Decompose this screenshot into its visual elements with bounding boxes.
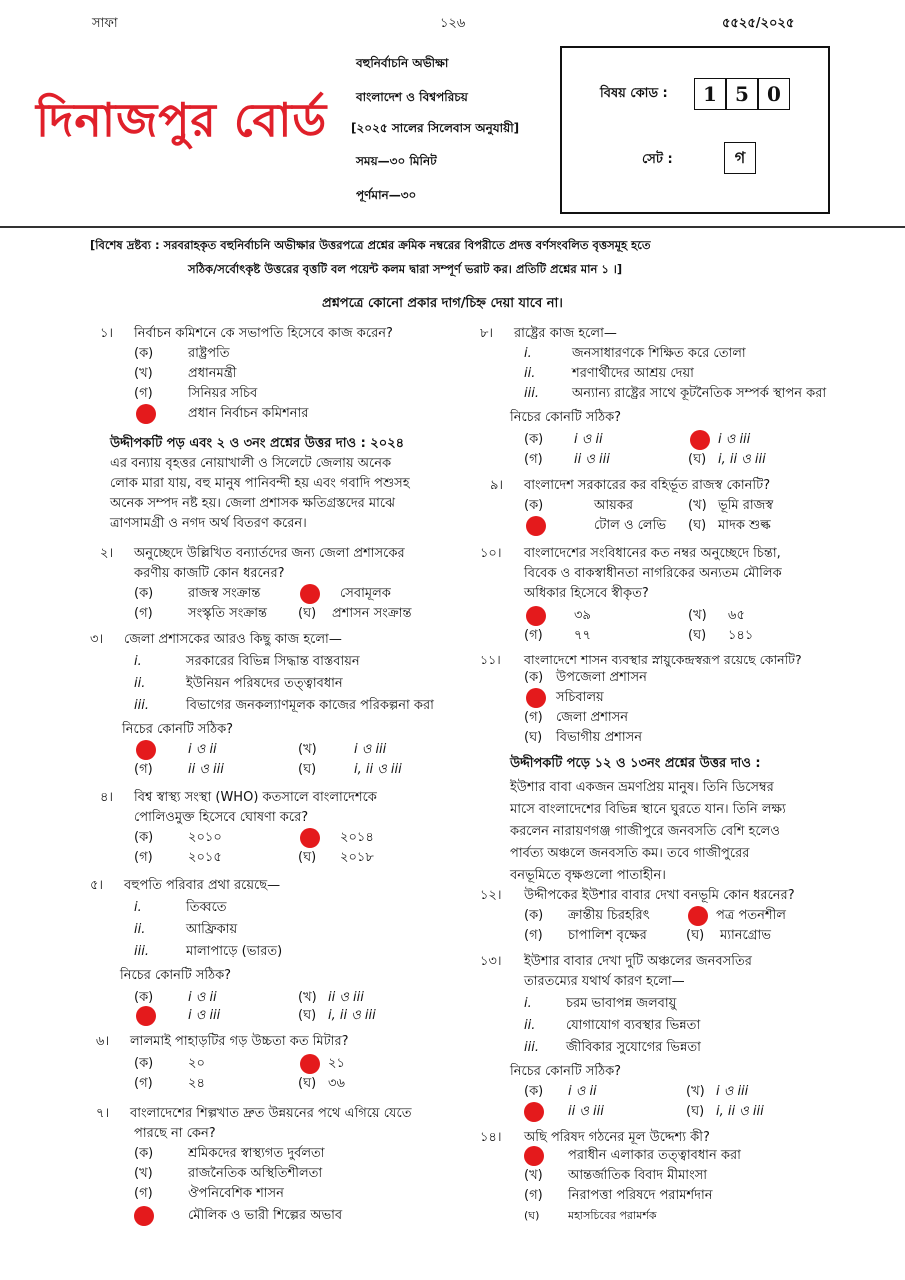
opt-label: (ক) (134, 586, 154, 601)
opt-text: i ও iii (354, 742, 387, 757)
option-8c[interactable] (524, 450, 610, 470)
option-12d[interactable] (686, 926, 771, 946)
opt-text: মাদক শুল্ক (718, 518, 771, 533)
stem-line: ইউশার বাবা একজন ভ্রমণপ্রিয় মানুষ। তিনি ডিসেম্বর (510, 780, 774, 795)
item-text: তিব্বতে (186, 900, 227, 915)
stem-line: মাসে বাংলাদেশের বিভিন্ন স্থানে ঘুরতে যান। তিনি লক্ষ্য (510, 802, 786, 817)
item-8-iii (524, 384, 826, 404)
question-6 (96, 1032, 349, 1052)
opt-label: (ঘ) (688, 452, 707, 467)
option-1c[interactable] (134, 384, 257, 404)
answer-bubble (300, 1054, 320, 1074)
opt-label: (ঘ) (298, 850, 317, 865)
opt-text: রাজনৈতিক অস্থিতিশীলতা (188, 1166, 323, 1181)
divider (0, 226, 905, 228)
item-text: যোগাযোগ ব্যবস্থার ভিন্নতা (566, 1018, 701, 1033)
opt-label: (ঘ) (686, 1104, 705, 1119)
option-4b[interactable] (340, 828, 374, 848)
exam-type: বহুনির্বাচনি অভীক্ষা (356, 56, 449, 70)
opt-label: (গ) (134, 850, 153, 865)
option-3c[interactable] (134, 760, 224, 780)
warning: প্রশ্নপত্রে কোনো প্রকার দাগ/চিহ্ন দেয়া যাবে না। (322, 296, 563, 311)
opt-text: সিনিয়র সচিব (188, 386, 258, 401)
answer-bubble (134, 1206, 154, 1226)
option-4a[interactable] (134, 828, 222, 848)
option-9c[interactable] (594, 516, 666, 536)
item-5-i (134, 898, 227, 918)
option-6a[interactable] (134, 1054, 205, 1074)
opt-text: i ও ii (574, 432, 603, 447)
option-7b[interactable] (134, 1164, 322, 1184)
answer-bubble (300, 828, 320, 848)
opt-text: ২০ (188, 1056, 205, 1071)
opt-text: ২০১০ (188, 830, 222, 845)
q-number: ৬। (96, 1034, 110, 1049)
option-8a[interactable] (524, 430, 603, 450)
item-text: জনসাধারণকে শিক্ষিত করে তোলা (572, 346, 746, 361)
question-8 (480, 324, 617, 344)
option-9a[interactable] (524, 496, 633, 516)
option-5a[interactable] (134, 988, 217, 1008)
item-8-ii (524, 364, 694, 384)
answer-bubble (136, 1006, 156, 1026)
q-text: অছি পরিষদ গঠনের মূল উদ্দেশ্য কী? (524, 1130, 710, 1145)
item-3-ii (134, 674, 343, 694)
opt-label: (ক) (134, 1056, 154, 1071)
opt-label: (ঘ) (524, 1209, 540, 1222)
opt-text: প্রশাসন সংক্রান্ত (332, 606, 412, 621)
option-11a[interactable] (524, 668, 647, 688)
opt-label: (ঘ) (298, 1076, 317, 1091)
item-label: ii. (134, 676, 146, 691)
option-1a[interactable] (134, 344, 230, 364)
opt-label: (গ) (524, 1188, 543, 1203)
q-number: ১০। (480, 546, 502, 561)
option-11b[interactable] (556, 688, 604, 708)
opt-text: ঔপনিবেশিক শাসন (188, 1186, 284, 1201)
opt-text: ১৪১ (728, 628, 754, 643)
question-7-cont: পারছে না কেন? (134, 1126, 216, 1141)
opt-label: (খ) (688, 608, 707, 623)
subject-name: বাংলাদেশ ও বিশ্বপরিচয় (356, 90, 468, 104)
option-14a[interactable] (568, 1146, 741, 1166)
item-text: জীবিকার সুযোগের ভিন্নতা (566, 1040, 701, 1055)
q-number: ১২। (480, 888, 502, 903)
opt-label: (খ) (524, 1168, 543, 1183)
q-number: ১৩। (480, 954, 502, 969)
opt-text: পত্র পতনশীল (716, 908, 786, 923)
stem-line: উদ্দীপকটি পড় এবং ২ ও ৩নং প্রশ্নের উত্তর দাও : ২০২৪ (110, 436, 405, 451)
item-3-iii (134, 696, 434, 716)
option-7a[interactable] (134, 1144, 325, 1164)
page-number: ১২৬ (440, 16, 466, 31)
option-7d[interactable] (188, 1206, 342, 1226)
opt-label: (ঘ) (688, 628, 707, 643)
q-text: বহুপতি পরিবার প্রথা রয়েছে— (124, 878, 281, 893)
code-digit: 1 (694, 78, 726, 110)
opt-text: i, ii ও iii (328, 1008, 376, 1023)
q-text: বাংলাদেশের সংবিধানের কত নম্বর অনুচ্ছেদে চিন্তা, (524, 546, 781, 561)
answer-bubble (524, 1146, 544, 1166)
answer-bubble (524, 1102, 544, 1122)
q-number: ২। (100, 546, 114, 561)
option-11d[interactable] (524, 728, 642, 748)
syllabus: [২০২৫ সালের সিলেবাস অনুযায়ী] (351, 121, 520, 135)
opt-label: (গ) (134, 1076, 153, 1091)
question-7 (96, 1104, 411, 1124)
item-8-i (524, 344, 746, 364)
question-2-cont: করণীয় কাজটি কোন ধরনের? (134, 566, 285, 581)
opt-text: ভূমি রাজস্ব (718, 498, 774, 513)
answer-bubble (136, 404, 156, 424)
q-number: ১১। (480, 652, 501, 667)
subject-code-cells (694, 78, 790, 110)
answer-bubble (526, 688, 546, 708)
opt-label: (খ) (298, 742, 317, 757)
opt-label: (ঘ) (524, 730, 543, 745)
option-4d[interactable] (298, 848, 374, 868)
answer-bubble (688, 906, 708, 926)
q-text: বিশ্ব স্বাস্থ্য সংস্থা (WHO) কতসালে বাংলাদেশকে (134, 790, 377, 805)
option-8d[interactable] (688, 450, 766, 470)
note-line2: সঠিক/সর্বোৎকৃষ্ট উত্তরের বৃত্তটি বল পয়েন্ট কলম দ্বারা সম্পূর্ণ ভরাট কর। প্রতিটি প্রশ্নের মান ১ ।] (188, 262, 623, 276)
opt-text: i ও iii (718, 432, 751, 447)
opt-text: মহাসচিবের পরামর্শক (568, 1209, 657, 1222)
option-3b[interactable] (298, 740, 386, 760)
opt-text: জেলা প্রশাসন (556, 710, 629, 725)
opt-text: ক্রান্তীয় চিরহরিৎ (568, 908, 650, 923)
opt-label: (ক) (134, 830, 154, 845)
option-10b[interactable] (688, 606, 745, 626)
opt-label: (ঘ) (298, 606, 317, 621)
option-14d[interactable] (524, 1206, 657, 1226)
question-13 (480, 952, 752, 972)
opt-label: (ঘ) (298, 1008, 317, 1023)
item-text: আফ্রিকায় (186, 922, 238, 937)
item-3-i (134, 652, 360, 672)
q-text: অনুচ্ছেদে উল্লিখিত বন্যার্তদের জন্য জেলা প্রশাসকের (134, 546, 405, 561)
opt-label: (গ) (524, 928, 543, 943)
opt-text: ii ও iii (328, 990, 364, 1005)
q-number: ১। (100, 326, 114, 341)
opt-label: (খ) (688, 498, 707, 513)
opt-label: (খ) (686, 1084, 705, 1099)
item-text: সরকারের বিভিন্ন সিদ্ধান্ত বাস্তবায়ন (186, 654, 360, 669)
item-text: শরণার্থীদের আশ্রয় দেয়া (572, 366, 694, 381)
option-5b[interactable] (298, 988, 364, 1008)
option-14c[interactable] (524, 1186, 713, 1206)
item-text: ইউনিয়ন পরিষদের তত্ত্বাবধান (186, 676, 343, 691)
opt-text: ম্যানগ্রোভ (720, 928, 771, 943)
q-text: উদ্দীপকের ইউশার বাবার দেখা বনভূমি কোন ধরনের? (524, 888, 795, 903)
opt-text: রাষ্ট্রপতি (188, 346, 230, 361)
question-10-cont: বিবেক ও বাকস্বাধীনতা নাগরিকের অন্যতম মৌলিক (524, 566, 782, 581)
option-10c[interactable] (524, 626, 591, 646)
item-label: i. (524, 346, 532, 361)
opt-label: (ক) (524, 908, 544, 923)
full-marks: পূর্ণমান—৩০ (356, 188, 417, 202)
opt-label: (গ) (134, 762, 153, 777)
opt-label: (গ) (524, 710, 543, 725)
item-13-iii (524, 1038, 701, 1058)
paper-code: ৫৫২৫/২০২৫ (722, 16, 795, 31)
which-correct: নিচের কোনটি সঠিক? (120, 968, 232, 983)
option-7c[interactable] (134, 1184, 284, 1204)
answer-bubble (690, 430, 710, 450)
option-4c[interactable] (134, 848, 222, 868)
option-9b[interactable] (688, 496, 773, 516)
stem-line: বনভূমিতে বৃক্ষগুলো পাতাহীন। (510, 868, 666, 883)
option-2c[interactable] (134, 604, 267, 624)
item-label: i. (134, 654, 142, 669)
option-13d[interactable] (686, 1102, 764, 1122)
stem-line: পার্বত্য অঞ্চলে জনবসতি কম। তবে গাজীপুরের (510, 846, 750, 861)
item-text: চরম ভাবাপন্ন জলবায়ু (566, 996, 677, 1011)
opt-label: (ঘ) (686, 928, 705, 943)
question-9 (490, 476, 770, 496)
option-2d[interactable] (298, 604, 411, 624)
stem-line: করলেন নারায়ণগঞ্জ গাজীপুরে জনবসতি বেশি হলেও (510, 824, 780, 839)
opt-text: মৌলিক ও ভারী শিল্পের অভাব (188, 1208, 343, 1223)
opt-text: ৬৫ (728, 608, 745, 623)
stem-line: ত্রাণসামগ্রী ও নগদ অর্থ বিতরণ করেন। (110, 516, 307, 531)
opt-text: i ও ii (188, 742, 217, 757)
option-11c[interactable] (524, 708, 628, 728)
opt-label: (গ) (134, 606, 153, 621)
q-text: বাংলাদেশে শাসন ব্যবস্থার স্নায়ুকেন্দ্রস্বরূপ রয়েছে কোনটি? (524, 652, 802, 667)
item-label: iii. (524, 386, 539, 401)
time: সময়—৩০ মিনিট (356, 154, 437, 168)
q-number: ৪। (100, 790, 114, 805)
option-13c[interactable] (568, 1102, 604, 1122)
question-3 (90, 630, 342, 650)
opt-text: ৩৯ (574, 608, 591, 623)
opt-label: (খ) (134, 1166, 153, 1181)
stem-line: লোক মারা যায়, বহু মানুষ পানিবন্দী হয় এবং গবাদি পশুসহ (110, 476, 410, 491)
opt-label: (গ) (134, 386, 153, 401)
question-14 (480, 1128, 710, 1148)
opt-text: i ও iii (716, 1084, 749, 1099)
option-6c[interactable] (134, 1074, 205, 1094)
opt-label: (গ) (524, 452, 543, 467)
code-digit: 0 (758, 78, 790, 110)
q-text: লালমাই পাহাড়টির গড় উচ্চতা কত মিটার? (130, 1034, 349, 1049)
q-text: রাষ্ট্রের কাজ হলো— (514, 326, 617, 341)
item-label: i. (524, 996, 532, 1011)
option-12b[interactable] (716, 906, 786, 926)
item-5-iii (134, 942, 282, 962)
opt-label: (ক) (134, 346, 154, 361)
opt-text: ii ও iii (568, 1104, 604, 1119)
set-label: সেট : (642, 152, 673, 167)
question-13-cont: তারতম্যের যথার্থ কারণ হলো— (524, 974, 685, 989)
opt-text: পরাধীন এলাকার তত্ত্বাবধান করা (568, 1148, 741, 1163)
option-2a[interactable] (134, 584, 260, 604)
q-number: ৩। (90, 632, 104, 647)
option-5c[interactable] (188, 1006, 220, 1026)
q-number: ১৪। (480, 1130, 502, 1145)
opt-text: i ও ii (568, 1084, 597, 1099)
item-label: iii. (134, 944, 149, 959)
opt-label: (গ) (134, 1186, 153, 1201)
which-correct: নিচের কোনটি সঠিক? (122, 722, 234, 737)
item-text: বিভাগের জনকল্যাণমূলক কাজের পরিকল্পনা করা (186, 698, 434, 713)
item-label: iii. (524, 1040, 539, 1055)
item-5-ii (134, 920, 237, 940)
option-10d[interactable] (688, 626, 753, 646)
option-13b[interactable] (686, 1082, 748, 1102)
option-3a[interactable] (188, 740, 217, 760)
opt-text: ii ও iii (574, 452, 610, 467)
opt-label: (ঘ) (298, 762, 317, 777)
question-2 (100, 544, 405, 564)
stem-line: অনেক সম্পদ নষ্ট হয়। জেলা প্রশাসক ক্ষতিগ্রস্তদের মাঝে (110, 496, 395, 511)
opt-text: রাজস্ব সংক্রান্ত (188, 586, 261, 601)
option-8b[interactable] (718, 430, 750, 450)
option-3d[interactable] (298, 760, 402, 780)
opt-label: (ক) (134, 1146, 154, 1161)
q-number: ৭। (96, 1106, 110, 1121)
opt-text: ii ও iii (188, 762, 224, 777)
opt-text: সচিবালয় (556, 690, 604, 705)
opt-label: (গ) (524, 628, 543, 643)
stem2-heading: উদ্দীপকটি পড়ে ১২ ও ১৩নং প্রশ্নের উত্তর দাও : (510, 756, 761, 771)
option-12a[interactable] (524, 906, 650, 926)
item-text: অন্যান্য রাষ্ট্রের সাথে কূটনৈতিক সম্পর্ক স্থাপন করা (572, 386, 827, 401)
question-12 (480, 886, 795, 906)
which-correct: নিচের কোনটি সঠিক? (510, 410, 622, 425)
opt-text: আন্তর্জাতিক বিবাদ মীমাংসা (568, 1168, 708, 1183)
answer-bubble (136, 740, 156, 760)
stem-line: এর বন্যায় বৃহত্তর নোয়াখালী ও সিলেটে জেলায় অনেক (110, 456, 392, 471)
opt-text: প্রধান নির্বাচন কমিশনার (188, 406, 309, 421)
question-4-cont: পোলিওমুক্ত হিসেবে ঘোষণা করে? (134, 810, 309, 825)
q-number: ৫। (90, 878, 104, 893)
option-13a[interactable] (524, 1082, 597, 1102)
opt-label: (ক) (134, 990, 154, 1005)
opt-label: (ক) (524, 498, 544, 513)
opt-label: (ঘ) (688, 518, 707, 533)
opt-text: i ও iii (188, 1008, 221, 1023)
question-5 (90, 876, 280, 896)
opt-text: টোল ও লেভি (594, 518, 667, 533)
opt-text: সংস্কৃতি সংক্রান্ত (188, 606, 267, 621)
question-1 (100, 324, 393, 344)
opt-text: চাপালিশ বৃক্ষের (568, 928, 647, 943)
q-text: বাংলাদেশ সরকারের কর বহির্ভূত রাজস্ব কোনটি? (524, 478, 771, 493)
opt-text: বিভাগীয় প্রশাসন (556, 730, 642, 745)
option-2b[interactable] (340, 584, 391, 604)
q-number: ৯। (490, 478, 504, 493)
q-text: ইউশার বাবার দেখা দুটি অঞ্চলের জনবসতির (524, 954, 752, 969)
option-1d[interactable] (188, 404, 308, 424)
opt-text: ২০১৪ (340, 830, 374, 845)
question-10-cont: অধিকার হিসেবে স্বীকৃত? (524, 586, 649, 601)
opt-text: সেবামূলক (340, 586, 391, 601)
item-label: ii. (524, 366, 536, 381)
opt-text: i ও ii (188, 990, 217, 1005)
option-9d[interactable] (688, 516, 771, 536)
option-1b[interactable] (134, 364, 236, 384)
opt-text: ৭৭ (574, 628, 591, 643)
option-10a[interactable] (574, 606, 591, 626)
opt-text: প্রধানমন্ত্রী (188, 366, 237, 381)
subject-code-box (560, 46, 830, 214)
question-10 (480, 544, 781, 564)
code-digit: 5 (726, 78, 758, 110)
q-number: ৮। (480, 326, 494, 341)
item-label: ii. (134, 922, 146, 937)
opt-text: ৩৬ (328, 1076, 345, 1091)
opt-label: (খ) (134, 366, 153, 381)
opt-text: i, ii ও iii (718, 452, 766, 467)
option-12c[interactable] (524, 926, 647, 946)
question-11 (480, 650, 802, 670)
item-text: মালাপাড়ে (ভারত) (186, 944, 283, 959)
opt-text: i, ii ও iii (716, 1104, 764, 1119)
header-left: সাফা (92, 16, 118, 31)
opt-label: (ক) (524, 1084, 544, 1099)
option-5d[interactable] (298, 1006, 376, 1026)
q-text: বাংলাদেশের শিল্পখাত দ্রুত উন্নয়নের পথে এগিয়ে যেতে (130, 1106, 412, 1121)
opt-text: উপজেলা প্রশাসন (556, 670, 647, 685)
set-value: গ (724, 142, 756, 174)
opt-text: ২০১৮ (340, 850, 374, 865)
item-13-ii (524, 1016, 700, 1036)
option-6b[interactable] (328, 1054, 345, 1074)
item-13-i (524, 994, 676, 1014)
which-correct: নিচের কোনটি সঠিক? (510, 1064, 622, 1079)
option-6d[interactable] (298, 1074, 345, 1094)
opt-text: ২০১৫ (188, 850, 222, 865)
q-text: নির্বাচন কমিশনে কে সভাপতি হিসেবে কাজ করেন? (134, 326, 393, 341)
opt-label: (ক) (524, 432, 544, 447)
answer-bubble (526, 516, 546, 536)
question-4 (100, 788, 377, 808)
item-label: ii. (524, 1018, 536, 1033)
answer-bubble (526, 606, 546, 626)
item-label: iii. (134, 698, 149, 713)
answer-bubble (300, 584, 320, 604)
opt-label: (খ) (298, 990, 317, 1005)
option-14b[interactable] (524, 1166, 707, 1186)
opt-text: শ্রমিকদের স্বাস্থ্যগত দুর্বলতা (188, 1146, 325, 1161)
opt-label: (ক) (524, 670, 544, 685)
q-text: জেলা প্রশাসকের আরও কিছু কাজ হলো— (124, 632, 342, 647)
note-line1: [বিশেষ দ্রষ্টব্য : সরবরাহকৃত বহুনির্বাচনি অভীক্ষার উত্তরপত্রে প্রশ্নের ক্রমিক নম্বরের বিপরীতে প্রদত্ত বর্ণসংবলিত বৃত্তসমূহ হতে (90, 238, 651, 252)
opt-text: আয়কর (594, 498, 634, 513)
opt-text: নিরাপত্তা পরিষদে পরামর্শদান (568, 1188, 713, 1203)
subject-code-label: বিষয় কোড : (600, 86, 668, 101)
opt-text: ২৪ (188, 1076, 205, 1091)
board-title: দিনাজপুর বোর্ড (36, 93, 328, 147)
item-label: i. (134, 900, 142, 915)
opt-text: ২১ (328, 1056, 345, 1071)
opt-text: i, ii ও iii (354, 762, 402, 777)
